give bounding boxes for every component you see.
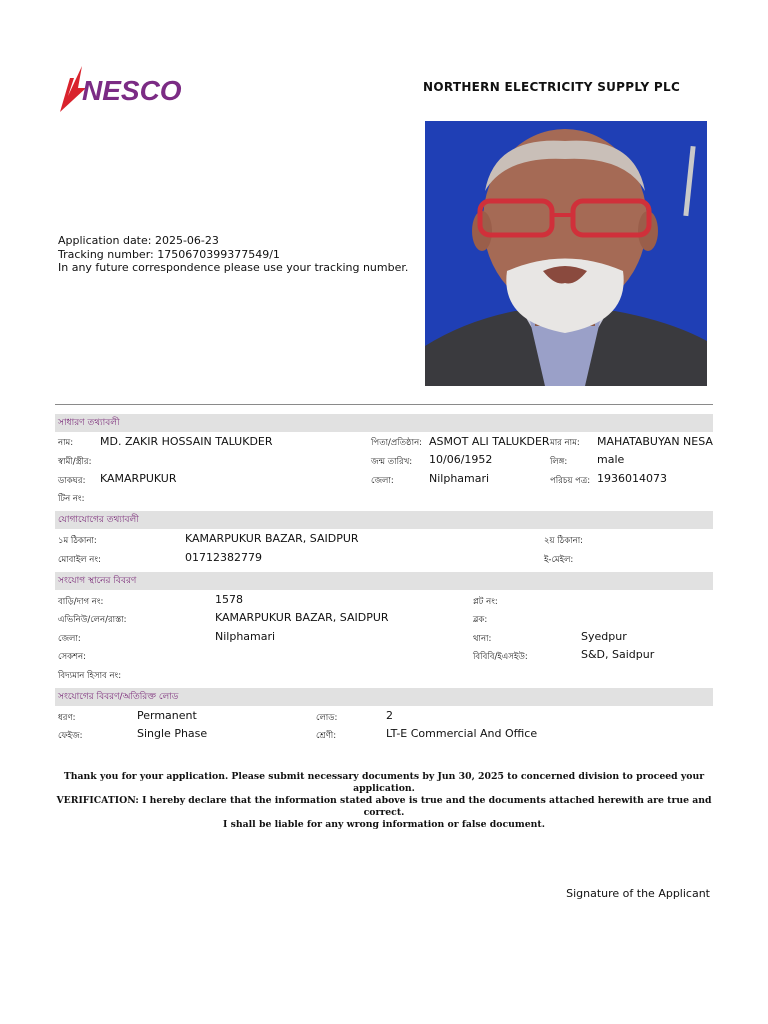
tracking-note: In any future correspondence please use your tracking number.: [58, 261, 409, 274]
division-value: S&D, Saidpur: [581, 648, 655, 661]
postoffice-value: KAMARPUKUR: [100, 472, 177, 485]
application-date: Application date: 2025-06-23: [58, 234, 219, 247]
address1-label: ১ম ঠিকানা:: [58, 536, 97, 546]
name-value: MD. ZAKIR HOSSAIN TALUKDER: [100, 435, 273, 448]
gender-value: male: [597, 453, 625, 466]
applicant-photo: [425, 121, 707, 386]
declaration-line-2: VERIFICATION: I hereby declare that the information stated above is true and the documents attached herewith are true and correct.: [56, 795, 712, 818]
thana-label: থানা:: [473, 634, 492, 644]
company-name: NORTHERN ELECTRICITY SUPPLY PLC: [423, 80, 681, 94]
postoffice-label: ডাকঘর:: [58, 476, 86, 486]
logo-text: NESCO: [82, 75, 182, 106]
load-label: লোড:: [316, 713, 338, 723]
mother-label: মার নাম:: [550, 438, 580, 448]
email-label: ই-মেইল:: [544, 555, 574, 565]
house-value: 1578: [215, 593, 243, 606]
existing-account-label: বিদ্যমান হিসাব নং:: [58, 671, 122, 681]
mother-value: MAHATABUYAN NESA: [597, 435, 713, 448]
mobile-value: 01712382779: [185, 551, 262, 564]
location-district-label: জেলা:: [58, 634, 81, 644]
thana-value: Syedpur: [581, 630, 627, 643]
dob-value: 10/06/1952: [429, 453, 493, 466]
phase-value: Single Phase: [137, 727, 208, 740]
tracking-number: Tracking number: 1750670399377549/1: [58, 247, 280, 261]
division-label: বিবিবি/ইএসইউ:: [473, 652, 528, 662]
application-info: [58, 234, 408, 275]
area-label: এভিনিউ/লেন/রাস্তা:: [58, 615, 127, 625]
tin-label: টিন নং:: [58, 494, 85, 504]
section-general-header: সাধারণ তথ্যাবলী: [55, 414, 713, 432]
address2-label: ২য় ঠিকানা:: [544, 536, 584, 546]
address1-value: KAMARPUKUR BAZAR, SAIDPUR: [185, 532, 359, 545]
plot-label: প্লট নং:: [473, 597, 498, 607]
phase-label: ফেইজ:: [58, 731, 83, 741]
type-value: Permanent: [137, 709, 197, 722]
block-label: ব্লক:: [473, 615, 488, 625]
district-label: জেলা:: [371, 476, 394, 486]
area-value: KAMARPUKUR BAZAR, SAIDPUR: [215, 611, 389, 624]
section-label: সেকশন:: [58, 652, 86, 662]
declaration: [55, 771, 713, 831]
category-value: LT-E Commercial And Office: [386, 727, 538, 740]
spouse-label: স্বামী/স্ত্রীর:: [58, 457, 92, 467]
nid-label: পরিচয় পত্র:: [550, 476, 591, 486]
nid-value: 1936014073: [597, 472, 667, 485]
divider: [55, 404, 713, 405]
mobile-label: মোবাইল নং:: [58, 555, 101, 565]
location-district-value: Nilphamari: [215, 630, 276, 643]
gender-label: লিঙ্গ:: [550, 457, 568, 467]
type-label: ধরণ:: [58, 713, 76, 723]
declaration-line-3: I shall be liable for any wrong information or false document.: [223, 819, 545, 830]
name-label: নাম:: [58, 438, 74, 448]
section-location-header: সংযোগ স্থানের বিবরণ: [55, 572, 713, 590]
category-label: শ্রেণী:: [316, 731, 337, 741]
dob-label: জন্ম তারিখ:: [371, 457, 413, 467]
father-value: ASMOT ALI TALUKDER: [429, 435, 550, 448]
load-value: 2: [386, 709, 393, 722]
section-connection-header: সংযোগের বিবরণ/অতিরিক্ত লোড: [55, 688, 713, 706]
nesco-logo: [56, 62, 196, 114]
signature-label: Signature of the Applicant: [566, 887, 710, 900]
district-value: Nilphamari: [429, 472, 490, 485]
declaration-line-1: Thank you for your application. Please submit necessary documents by Jun 30, 2025 to concerned division to proceed your application.: [63, 771, 705, 794]
section-contact-header: যোগাযোগের তথ্যাবলী: [55, 511, 713, 529]
house-label: বাড়ি/দাগ নং:: [58, 597, 104, 607]
father-label: পিতা/প্রতিষ্ঠান:: [371, 438, 423, 448]
